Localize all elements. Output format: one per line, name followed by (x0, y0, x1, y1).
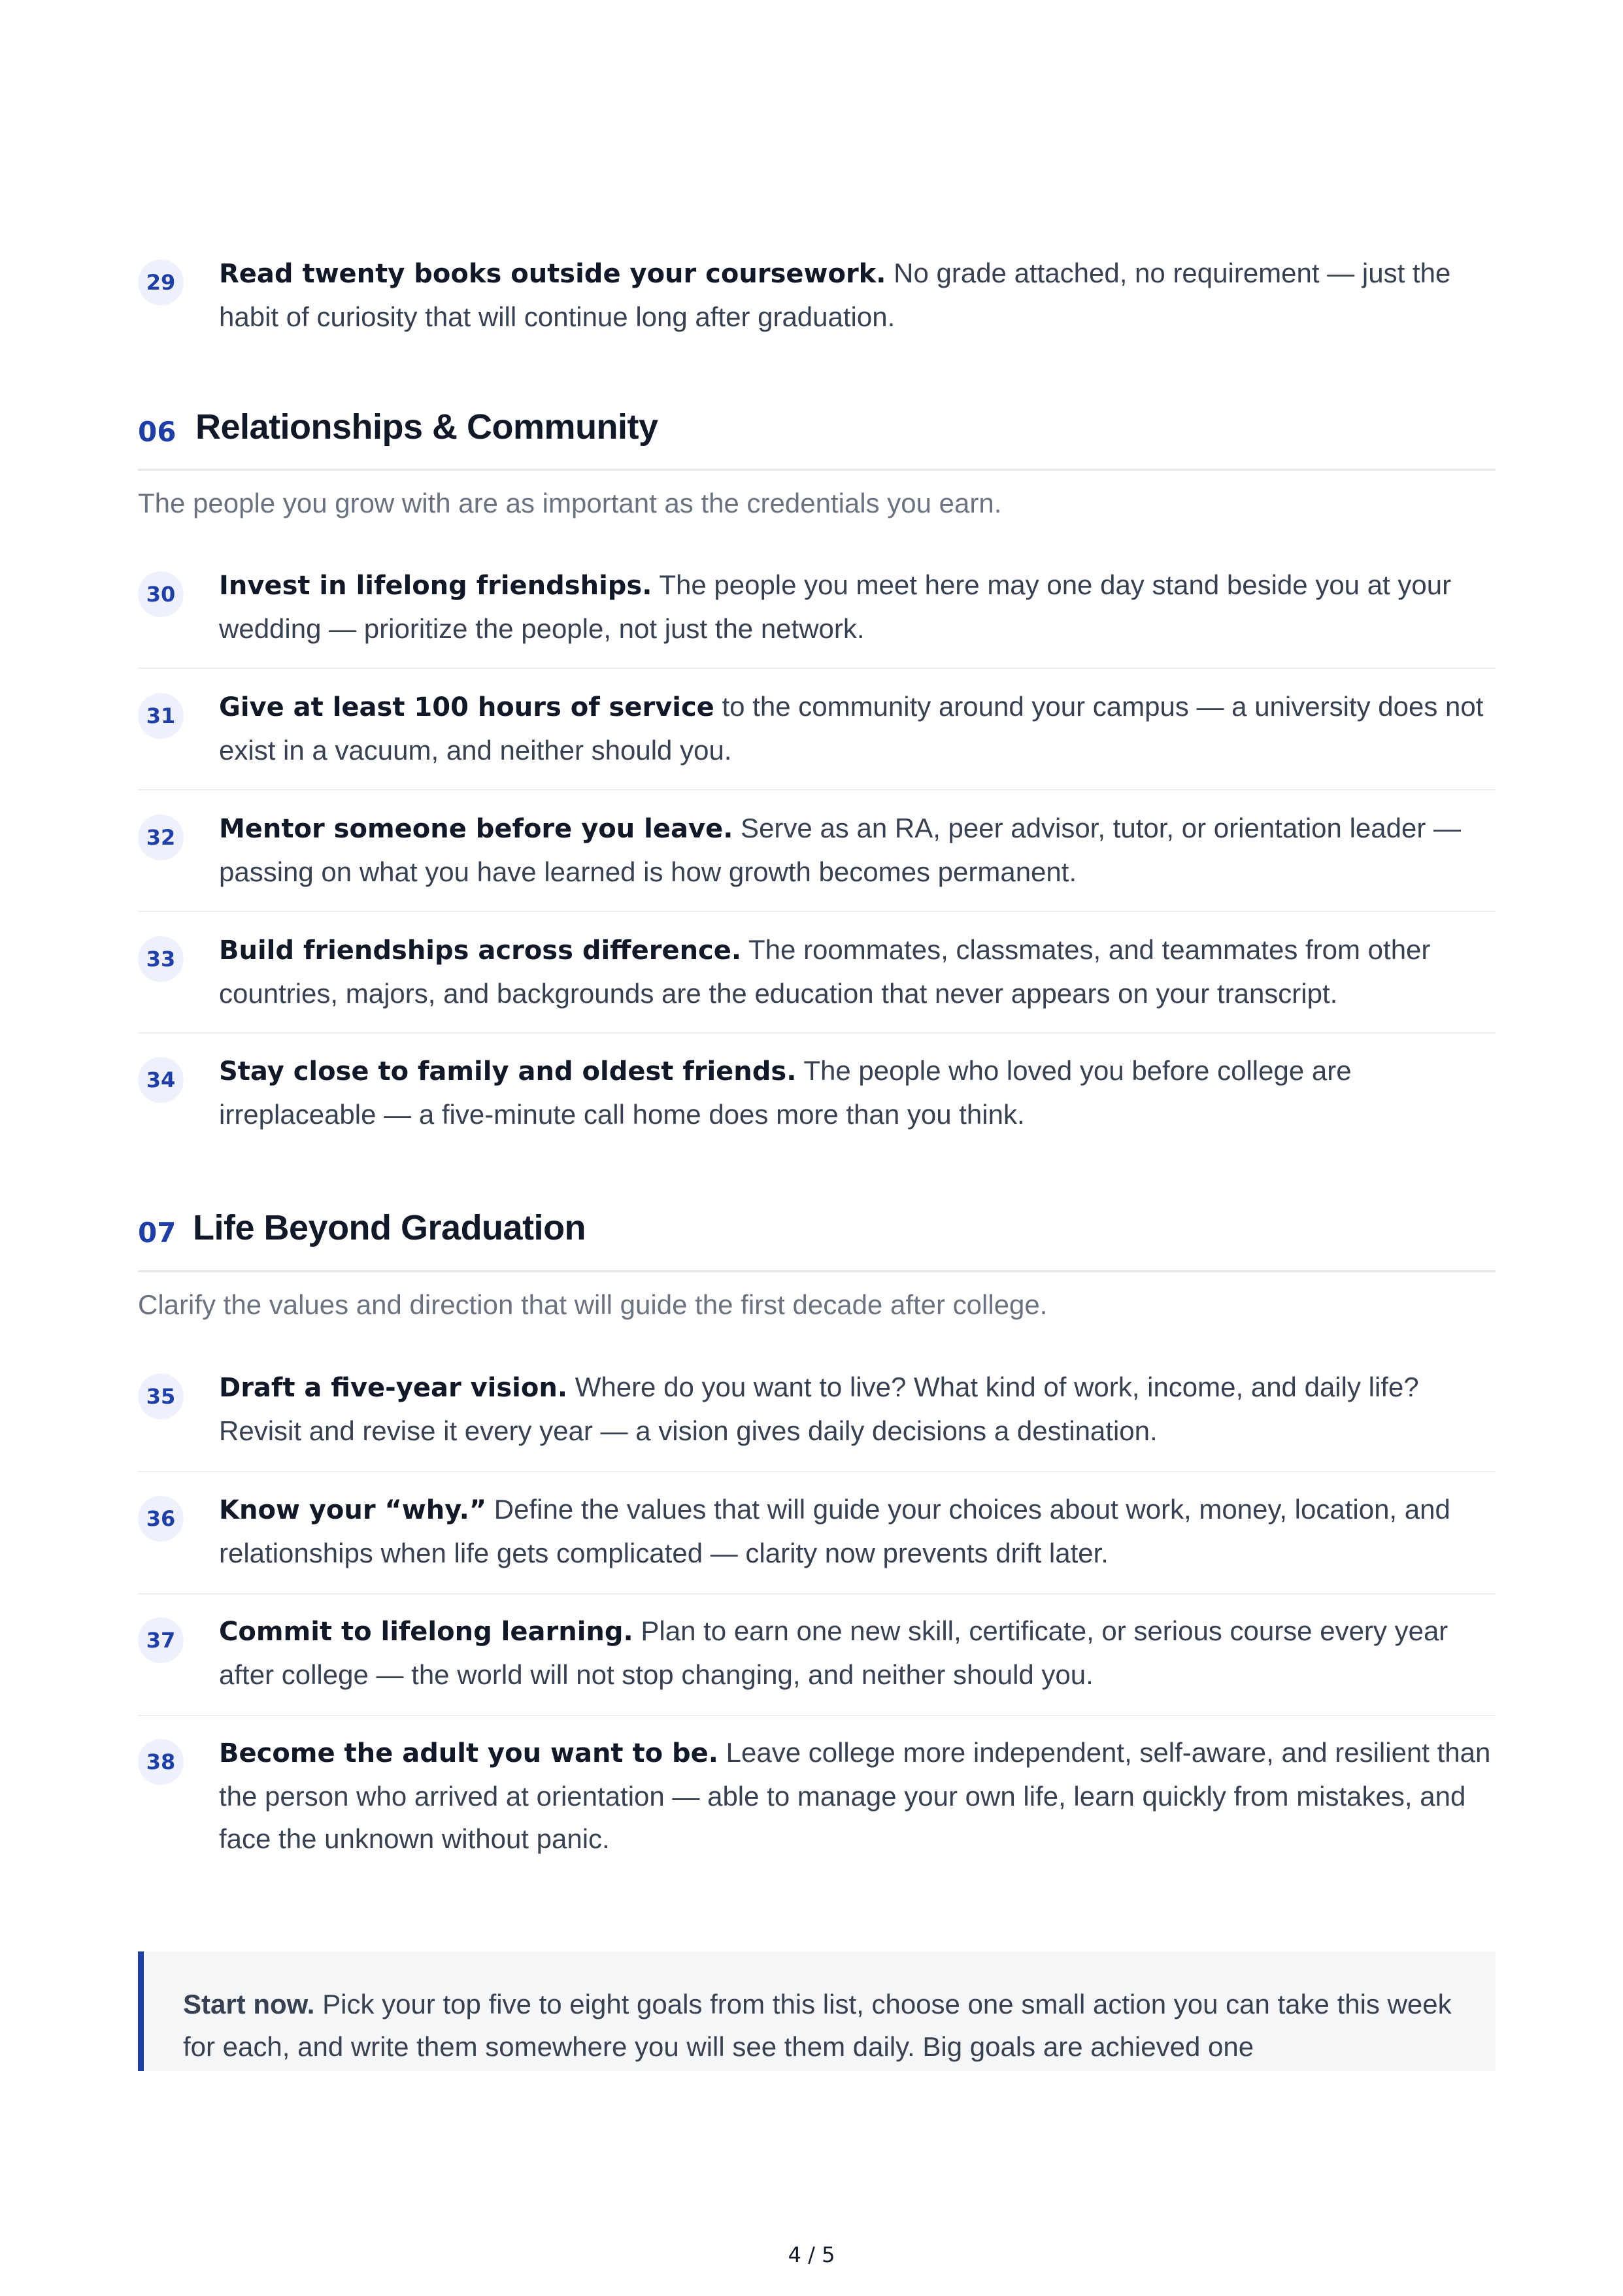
goal-text (219, 564, 1497, 650)
goal-text (219, 807, 1497, 893)
section-number: 07 (138, 1217, 176, 1249)
section-subtitle: The people you grow with are as important as the credentials you earn. (138, 488, 1002, 518)
callout-lead: Start now. (183, 1989, 315, 2019)
section-heading (138, 407, 1496, 454)
goal-body: Serve as an RA, peer advisor, tutor, or orientation leader — passing on what you have learned is how growth becomes permanent. (219, 813, 1461, 887)
section-title: Relationships & Community (195, 407, 658, 447)
goal-text (219, 1488, 1497, 1574)
goal-lead: Commit to lifelong learning. (219, 1617, 633, 1647)
goal-number-badge: 32 (138, 815, 184, 860)
goal-text (219, 1731, 1497, 1860)
goal-divider (138, 1593, 1496, 1595)
section-number: 06 (138, 416, 176, 448)
section-rule (138, 469, 1496, 471)
goal-lead: Become the adult you want to be. (219, 1738, 718, 1768)
goal-divider (138, 1032, 1496, 1034)
goal-body: The roommates, classmates, and teammates from other countries, majors, and backgrounds are the education that never appears on your transcript. (219, 934, 1431, 1009)
goal-body: The people who loved you before college are irreplaceable — a five-minute call home does more than you think. (219, 1055, 1352, 1130)
start-now-callout (138, 1951, 1496, 2071)
goal-divider (138, 1471, 1496, 1472)
goal-number-badge: 30 (138, 571, 184, 617)
goal-body: The people you meet here may one day stand beside you at your wedding — prioritize the people, not just the network. (219, 569, 1452, 644)
goal-divider (138, 789, 1496, 790)
goal-lead: Read twenty books outside your coursework. (219, 259, 886, 289)
goal-divider (138, 1715, 1496, 1716)
goal-lead: Give at least 100 hours of service (219, 692, 714, 722)
goal-lead: Stay close to family and oldest friends. (219, 1056, 797, 1087)
goal-number-badge: 37 (138, 1617, 184, 1663)
goal-body: Where do you want to live? What kind of work, income, and daily life? Revisit and revise it every year — a vision gives daily decisions a destination. (219, 1372, 1419, 1446)
goal-number-badge: 33 (138, 936, 184, 982)
goal-body: to the community around your campus — a university does not exist in a vacuum, and neither should you. (219, 691, 1484, 766)
goal-body: Define the values that will guide your choices about work, money, location, and relationships when life gets complicated — clarity now prevents drift later. (219, 1494, 1450, 1568)
goal-lead: Draft a five-year vision. (219, 1373, 568, 1403)
goal-text (219, 1366, 1497, 1452)
goal-text (219, 1049, 1497, 1136)
goal-number-badge: 31 (138, 693, 184, 739)
goal-number-badge: 38 (138, 1739, 184, 1785)
goal-number-badge: 29 (138, 260, 184, 305)
section-title: Life Beyond Graduation (193, 1208, 586, 1247)
goal-number-badge: 36 (138, 1496, 184, 1542)
goal-text (219, 252, 1497, 338)
goal-lead: Mentor someone before you leave. (219, 814, 733, 844)
section-rule (138, 1270, 1496, 1272)
callout-text (183, 1983, 1484, 2068)
goal-body: No grade attached, no requirement — just the habit of curiosity that will continue long after graduation. (219, 258, 1451, 332)
callout-accent-bar (138, 1951, 144, 2071)
goal-divider (138, 911, 1496, 912)
goal-number-badge: 34 (138, 1057, 184, 1103)
goal-body: Leave college more independent, self-aware, and resilient than the person who arrived at orientation — able to manage your own life, learn quickly from mistakes, and face the unknown without panic. (219, 1737, 1491, 1854)
goal-text (219, 685, 1497, 771)
section-subtitle: Clarify the values and direction that will guide the first decade after college. (138, 1289, 1048, 1320)
goal-divider (138, 667, 1496, 669)
goal-body: Plan to earn one new skill, certificate, or serious course every year after college — the world will not stop changing, and neither should you. (219, 1615, 1448, 1690)
page-number: 4 / 5 (788, 2242, 835, 2267)
section-heading (138, 1207, 1496, 1255)
goal-text (219, 928, 1497, 1015)
goal-lead: Build friendships across difference. (219, 936, 742, 966)
goal-lead: Know your “why.” (219, 1495, 487, 1525)
callout-body: Pick your top five to eight goals from this list, choose one small action you can take this week for each, and write them somewhere you will see them daily. Big goals are achieved one (183, 1989, 1452, 2062)
goal-lead: Invest in lifelong friendships. (219, 571, 652, 601)
goal-number-badge: 35 (138, 1374, 184, 1419)
goal-text (219, 1610, 1497, 1696)
